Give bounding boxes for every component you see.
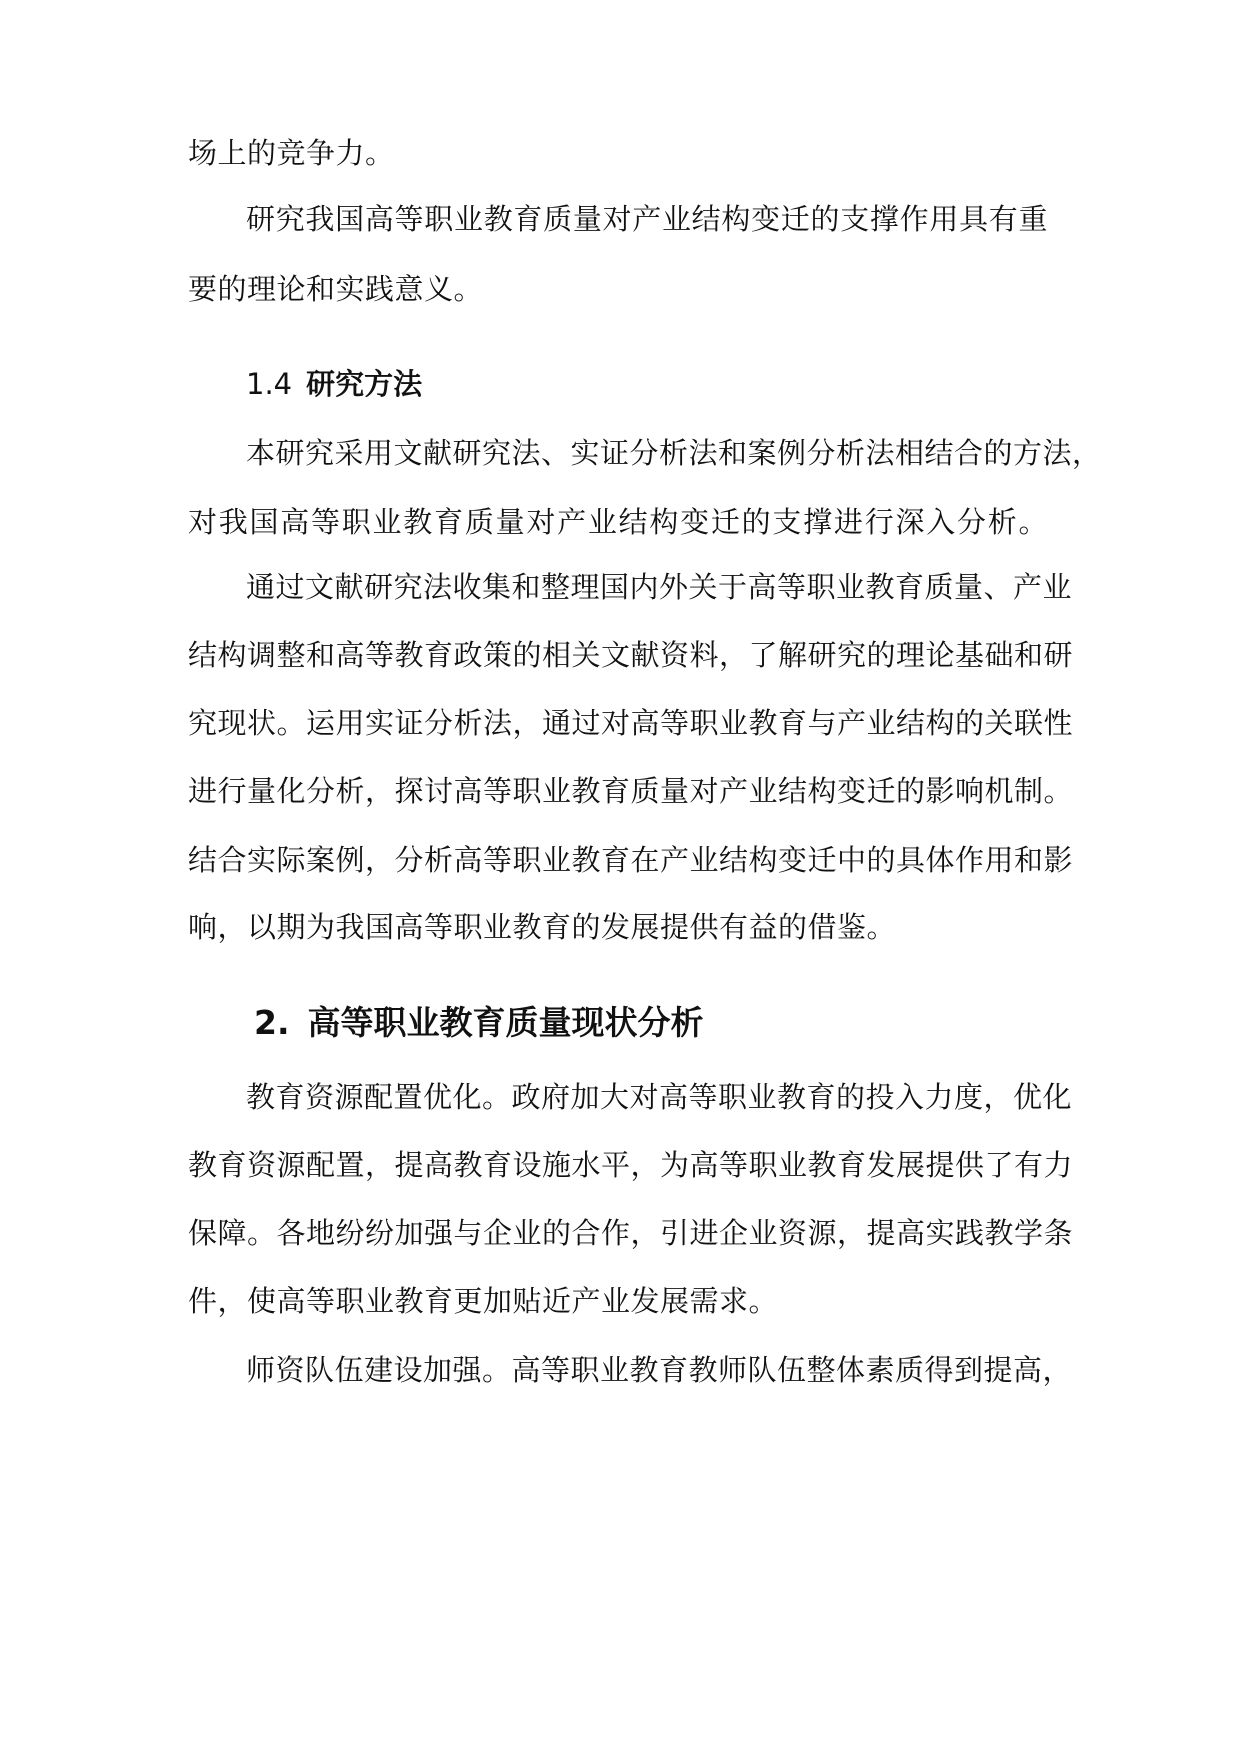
- method-text-line: 对我国高等职业教育质量对产业结构变迁的支撑进行深入分析。: [188, 505, 1048, 539]
- method-text-line: 结构调整和高等教育政策的相关文献资料，了解研究的理论基础和研: [188, 638, 1074, 672]
- method-text-line: 进行量化分析，探讨高等职业教育质量对产业结构变迁的影响机制。: [188, 774, 1074, 808]
- status-text-line: 教育资源配置，提高教育设施水平，为高等职业教育发展提供了有力: [188, 1148, 1074, 1182]
- section-title: 高等职业教育质量现状分析: [307, 1003, 704, 1042]
- intro-text-line: 场上的竞争力。: [188, 136, 395, 170]
- status-text-line: 保障。各地纷纷加强与企业的合作，引进企业资源，提高实践教学条: [188, 1216, 1074, 1250]
- section-number: 1.4: [246, 367, 293, 401]
- significance-text-line: 要的理论和实践意义。: [188, 272, 484, 306]
- section-title: 研究方法: [306, 367, 423, 401]
- method-text-line: 响，以期为我国高等职业教育的发展提供有益的借鉴。: [188, 910, 897, 944]
- status-text-line: 件，使高等职业教育更加贴近产业发展需求。: [188, 1284, 779, 1318]
- status-text-line: 教育资源配置优化。政府加大对高等职业教育的投入力度，优化: [246, 1080, 1073, 1114]
- method-text-line: 结合实际案例，分析高等职业教育在产业结构变迁中的具体作用和影: [188, 843, 1074, 877]
- significance-text-line: 研究我国高等职业教育质量对产业结构变迁的支撑作用具有重: [246, 202, 1048, 236]
- section-heading-2: [254, 1001, 704, 1045]
- section-heading-1-4: [246, 364, 422, 404]
- status-text-line: 师资队伍建设加强。高等职业教育教师队伍整体素质得到提高，: [246, 1353, 1073, 1387]
- method-text-line: 究现状。运用实证分析法，通过对高等职业教育与产业结构的关联性: [188, 706, 1074, 740]
- method-text-line: 通过文献研究法收集和整理国内外关于高等职业教育质量、产业: [246, 570, 1073, 604]
- section-number: 2.: [254, 1003, 290, 1042]
- method-text-line: 本研究采用文献研究法、实证分析法和案例分析法相结合的方法，: [246, 436, 1102, 470]
